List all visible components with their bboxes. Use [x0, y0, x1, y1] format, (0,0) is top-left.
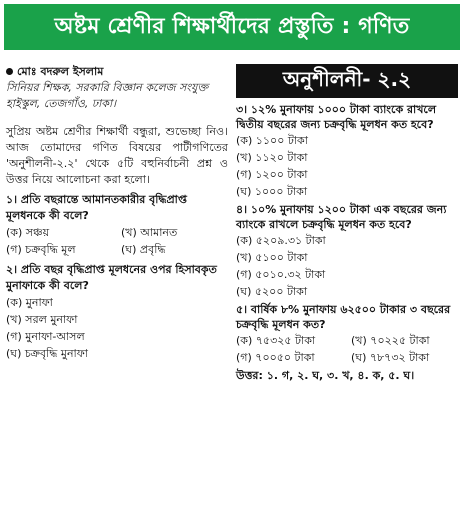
question-3: ৩। ১২% মুনাফায় ১০০০ টাকা ব্যাংকে রাখলে দ্বিতীয় বছরের জন্য চক্রবৃদ্ধি মূলধন কত হবে? — [236, 103, 437, 131]
question-4: ৪। ১০% মুনাফায় ১২০০ টাকা এক বছরের জন্য ব্যাংকে রাখলে চক্রবৃদ্ধি মূলধন কত হবে? — [236, 203, 447, 231]
bullet-icon — [6, 68, 13, 75]
option-1d: (ঘ) প্রবৃদ্ধি — [121, 243, 166, 256]
options-row — [6, 224, 228, 241]
option-3b: (খ) ১১২০ টাকা — [236, 151, 308, 164]
option-1c: (গ) চক্রবৃদ্ধি মূল — [6, 243, 76, 256]
intro-paragraph: সুপ্রিয় অষ্টম শ্রেণীর শিক্ষার্থী বন্ধুরা, শুভেচ্ছা নিও। আজ তোমাদের গণিত বিষয়ের পাটীগণিতের 'অনুশীলনী-২.২' থেকে ৫টি বহুনির্বাচনী প্রশ্ন ও উত্তর নিয়ে আলোচনা করা হলো। — [6, 125, 228, 186]
options-row — [236, 332, 458, 349]
option-5a: (ক) ৭৫৩২৫ টাকা — [236, 334, 316, 347]
answer-key: উত্তর: ১. গ, ২. ঘ, ৩. খ, ৪. ক, ৫. ঘ। — [236, 369, 415, 382]
option-3a: (ক) ১১০০ টাকা — [236, 134, 308, 147]
author-line — [6, 64, 228, 79]
author-name: মোঃ বদরুল ইসলাম — [17, 65, 104, 78]
option-5c: (গ) ৭০০৫০ টাকা — [236, 351, 315, 364]
question-5: ৫। বার্ষিক ৮% মুনাফায় ৬২৫০০ টাকার ৩ বছরের চক্রবৃদ্ধি মূলধন কত? — [236, 303, 451, 331]
page-title-banner — [4, 4, 460, 50]
right-column — [236, 64, 458, 384]
option-1a: (ক) সঞ্চয় — [6, 226, 50, 239]
question-1: ১। প্রতি বছরান্তে আমানতকারীর বৃদ্ধিপ্রাপ্ত মূলধনকে কী বলে? — [6, 193, 187, 222]
author-affiliation: সিনিয়র শিক্ষক, সরকারি বিজ্ঞান কলেজ সংযুক্ত হাইস্কুল, তেজগাঁও, ঢাকা। — [6, 81, 209, 110]
left-column — [6, 64, 228, 362]
options-row — [6, 241, 228, 258]
option-2b: (খ) সরল মুনাফা — [6, 313, 78, 326]
section-heading — [236, 64, 458, 98]
option-1b: (খ) আমানত — [121, 226, 178, 239]
option-2c: (গ) মুনাফা-আসল — [6, 330, 85, 343]
option-5b: (খ) ৭০২২৫ টাকা — [351, 334, 430, 347]
option-2a: (ক) মুনাফা — [6, 296, 53, 309]
option-3d: (ঘ) ১০০০ টাকা — [236, 185, 308, 198]
option-5d: (ঘ) ৭৮৭৩২ টাকা — [351, 351, 430, 364]
question-2: ২। প্রতি বছর বৃদ্ধিপ্রাপ্ত মূলধনের ওপর হিসাবকৃত মুনাফাকে কী বলে? — [6, 263, 217, 292]
option-4c: (গ) ৫০১০.৩২ টাকা — [236, 268, 326, 281]
section-heading-text: অনুশীলনী- ২.২ — [282, 66, 412, 91]
page-title: অষ্টম শ্রেণীর শিক্ষার্থীদের প্রস্তুতি : গণিত — [54, 13, 410, 39]
option-3c: (গ) ১২০০ টাকা — [236, 168, 308, 181]
options-row — [236, 349, 458, 366]
option-4a: (ক) ৫২০৯.৩১ টাকা — [236, 234, 326, 247]
option-2d: (ঘ) চক্রবৃদ্ধি মুনাফা — [6, 347, 88, 360]
option-4b: (খ) ৫১০০ টাকা — [236, 251, 308, 264]
option-4d: (ঘ) ৫২০০ টাকা — [236, 285, 308, 298]
